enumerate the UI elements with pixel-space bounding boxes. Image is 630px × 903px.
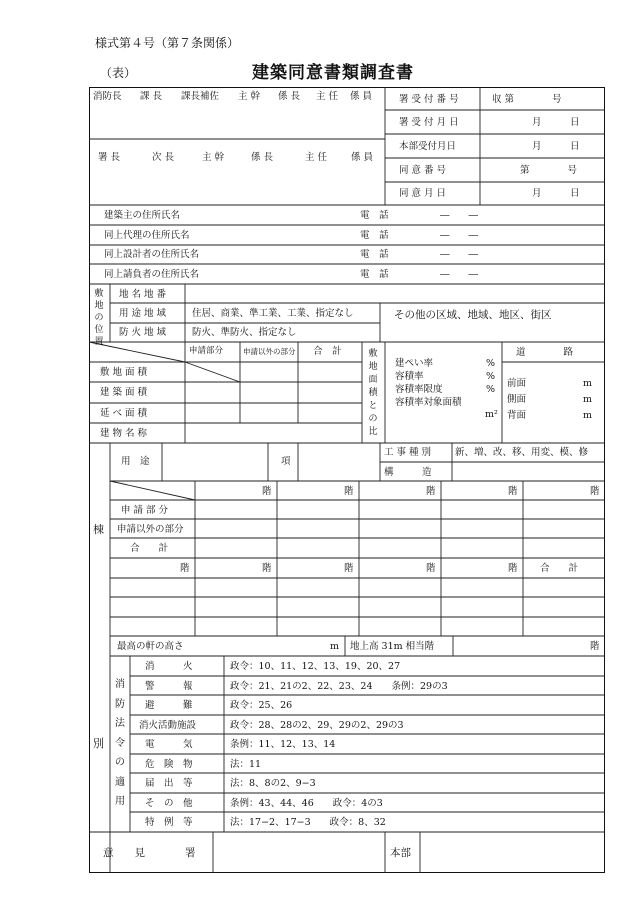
reception-label: 署 受 付 番 号 (399, 94, 459, 105)
stamp-label: 主 任 (305, 152, 328, 163)
eaves-unit: m (330, 641, 340, 652)
fire-law-side-label: 消防法令の適用 (115, 679, 125, 807)
yoto-label: 用 途 (121, 456, 150, 467)
floor-header: 階 (180, 563, 190, 574)
stamp-label: 係 長 (278, 91, 301, 102)
stamp-label: 係 員 (351, 152, 374, 163)
form-number: 様式第４号（第７条関係） (95, 36, 240, 50)
front-side-label: （表） (100, 66, 137, 80)
floor-header: 階 (344, 563, 354, 574)
party-label: 同上請負者の住所氏名 (104, 269, 200, 280)
area-col-header: 申請部分 (189, 346, 224, 356)
fire-item-label: そ の 他 (145, 798, 193, 809)
opinion-label: 意 見 (103, 847, 145, 859)
party-label: 建築主の住所氏名 (104, 210, 181, 221)
building-side-label-bottom: 別 (93, 737, 104, 750)
other-district-options[interactable]: その他の区域、地域、地区、街区 (394, 309, 552, 321)
honbu-label: 本部 (390, 847, 411, 859)
road-unit: m (583, 410, 593, 421)
kozo-label: 構 造 (384, 467, 432, 478)
road-label: 側面 (507, 394, 527, 405)
area-row-label: 延 べ 面 積 (100, 408, 148, 419)
koji-label: 工 事 種 別 (384, 447, 432, 458)
floor-header: 階 (508, 486, 518, 497)
stamp-label: 署 長 (98, 152, 121, 163)
fire-item-value: 条例：43、44、46 政令：4の3 (230, 798, 383, 809)
area-row-label: 敷 地 面 積 (100, 367, 148, 378)
ratio-label: 容積率 (395, 371, 424, 382)
area-col-header: 申請以外の部分 (243, 347, 296, 356)
reception-label: 同 意 番 号 (399, 165, 447, 176)
phone-dashes[interactable]: ― ― (440, 269, 479, 280)
reception-label: 同 意 月 日 (399, 188, 447, 199)
reception-value[interactable]: 収 第 号 (492, 94, 562, 105)
floor-header: 階 (426, 563, 436, 574)
road-unit: m (583, 378, 593, 389)
floor-total-header: 合 計 (540, 563, 579, 574)
fire-item-label: 消火活動施設 (139, 720, 197, 731)
fire-item-label: 消 火 (145, 661, 193, 672)
height31-unit: 階 (590, 641, 600, 652)
ratio-label: 容積率対象面積 (395, 397, 462, 408)
page-title: 建築同意書類調査書 (252, 63, 414, 83)
stamp-label: 消防長 (93, 91, 122, 102)
fire-item-value: 政令：10、11、12、13、19、20、27 (230, 661, 401, 672)
yoto-label: 用 途 地 域 (119, 308, 167, 319)
site-side-label: 敷地の位置 (94, 289, 104, 347)
ratio-label: 容積率限度 (395, 384, 443, 395)
bouka-options[interactable]: 防火、準防火、指定なし (192, 327, 297, 338)
fire-item-label: 危 険 物 (145, 759, 193, 770)
stamp-label: 次 長 (152, 152, 175, 163)
yoto-options[interactable]: 住居、商業、準工業、工業、指定なし (192, 308, 354, 319)
road-title: 道 路 (516, 347, 574, 358)
floor-row-label: 申 請 部 分 (121, 505, 169, 516)
fire-item-label: 特 例 等 (145, 817, 193, 828)
reception-label: 署 受 付 月 日 (399, 117, 459, 128)
phone-dashes[interactable]: ― ― (440, 210, 479, 221)
phone-label: 電 話 (360, 249, 389, 260)
bouka-label: 防 火 地 域 (119, 327, 167, 338)
floor-header: 階 (262, 563, 272, 574)
ratio-unit: % (486, 371, 496, 382)
fire-item-value: 法：11 (230, 759, 262, 770)
phone-label: 電 話 (360, 269, 389, 280)
fire-item-value: 法：17−2、17−3 政令：8、32 (230, 817, 386, 828)
fire-item-label: 電 気 (145, 739, 193, 750)
koji-options[interactable]: 新、増、改、移、用変、模、修 (455, 447, 589, 458)
floor-header: 階 (426, 486, 436, 497)
height31-label: 地上高 31m 相当階 (350, 641, 435, 652)
fire-item-label: 届 出 等 (145, 778, 193, 789)
phone-dashes[interactable]: ― ― (440, 230, 479, 241)
party-label: 同上代理の住所氏名 (104, 230, 190, 241)
fire-item-value: 政令：28、28の2、29、29の2、29の3 (230, 720, 404, 731)
floor-header: 階 (262, 486, 272, 497)
fire-item-label: 避 難 (145, 700, 193, 711)
floor-header: 階 (508, 563, 518, 574)
party-label: 同上設計者の住所氏名 (104, 249, 200, 260)
ratio-side-label: 敷地面積との比 (368, 349, 378, 437)
reception-value[interactable]: 月 日 (532, 188, 580, 199)
stamp-label: 主 幹 (202, 152, 225, 163)
area-row-label: 建 築 面 積 (100, 387, 148, 398)
phone-dashes[interactable]: ― ― (440, 249, 479, 260)
fire-item-value: 政令：25、26 (230, 700, 293, 711)
road-label: 前面 (507, 378, 527, 389)
ratio-label: 建ぺい率 (395, 358, 434, 369)
stamp-label: 主 任 (316, 91, 339, 102)
fire-item-value: 法：8、8の2、9−3 (230, 778, 316, 789)
stamp-label: 課長補佐 (181, 91, 220, 102)
phone-label: 電 話 (360, 230, 389, 241)
eaves-label: 最高の軒の高さ (117, 641, 184, 652)
fire-item-label: 警 報 (145, 681, 193, 692)
stamp-label: 課 長 (140, 91, 163, 102)
stamp-label: 係 員 (350, 91, 373, 102)
reception-value[interactable]: 月 日 (532, 117, 580, 128)
ratio-unit: % (486, 384, 496, 395)
road-unit: m (583, 394, 593, 405)
kou-label: 項 (281, 456, 291, 467)
area-row-label: 建 物 名 称 (100, 428, 148, 439)
ratio-unit: m² (485, 409, 498, 420)
building-side-label-top: 棟 (93, 523, 104, 536)
station-label: 署 (185, 847, 196, 859)
reception-label: 本部受付月日 (399, 141, 457, 152)
floor-header: 階 (344, 486, 354, 497)
stamp-label: 係 長 (251, 152, 274, 163)
road-label: 背面 (507, 410, 527, 421)
chimei-label: 地 名 地 番 (119, 289, 167, 300)
reception-value[interactable]: 月 日 (532, 141, 580, 152)
ratio-unit: % (486, 358, 496, 369)
area-col-header: 合 計 (313, 346, 342, 357)
floor-header: 階 (590, 486, 600, 497)
reception-value[interactable]: 第 号 (520, 165, 578, 176)
phone-label: 電 話 (360, 210, 389, 221)
fire-item-value: 政令：21、21の2、22、23、24 条例：29の3 (230, 681, 448, 692)
fire-item-value: 条例：11、12、13、14 (230, 739, 336, 750)
floor-row-label: 合 計 (130, 543, 169, 554)
stamp-label: 主 幹 (238, 91, 261, 102)
floor-row-label: 申請以外の部分 (117, 524, 184, 535)
